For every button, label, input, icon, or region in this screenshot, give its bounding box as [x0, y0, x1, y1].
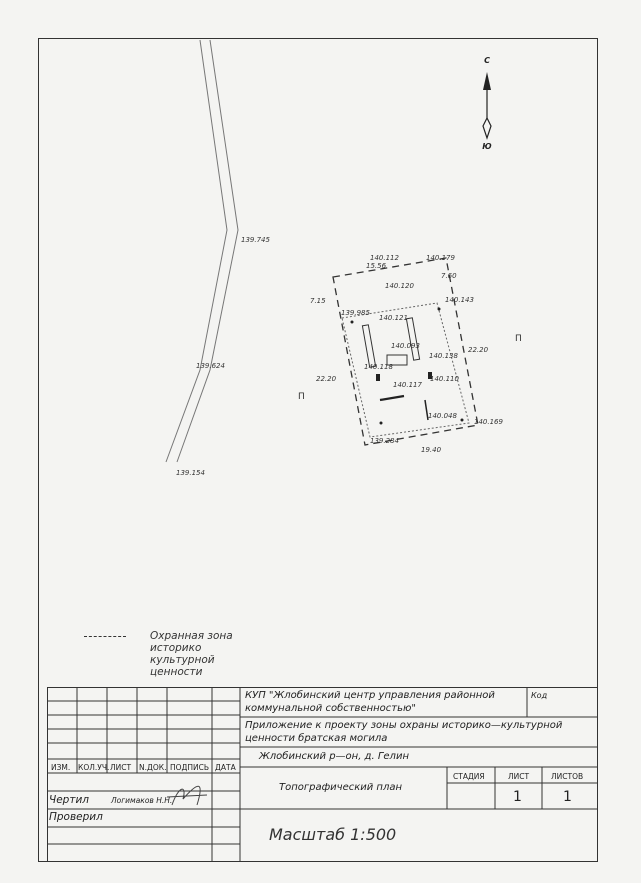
column-header: ДАТА: [215, 763, 236, 772]
elevation-label: 139.624: [196, 362, 225, 370]
title-block: [47, 687, 598, 862]
legend-text: Охранная зона историко культурной ценности: [150, 630, 233, 678]
column-header: N.ДОК.: [139, 763, 167, 772]
dimension-label: 15.56: [366, 262, 387, 270]
elevation-label: 139.985: [341, 309, 370, 317]
stage-header: СТАДИЯ: [453, 772, 485, 781]
drawing-title: Топографический план: [279, 782, 403, 793]
sheet-header: ЛИСТ: [508, 772, 530, 781]
bench: [380, 396, 404, 400]
elevation-label: 140.112: [370, 254, 399, 262]
dimension-label: 22.20: [468, 346, 489, 354]
elevation-label: 140.110: [430, 375, 459, 383]
tree-4: [461, 419, 464, 422]
south-label: Ю: [482, 142, 492, 151]
column-header: ЛИСТ: [110, 763, 132, 772]
signature: [167, 786, 207, 805]
drew-name: Логимаков Н.Н.: [111, 796, 173, 805]
elevation-label: 140.138: [429, 352, 458, 360]
code-label: Код: [531, 691, 548, 700]
drew-label: Чертил: [49, 794, 89, 806]
scale: Масштаб 1:500: [269, 825, 397, 844]
organization-name: КУП "Жлобинский центр управления районной коммунальной собственностью": [245, 690, 495, 714]
road-edge-right: [177, 40, 238, 462]
sheet-number: 1: [513, 789, 522, 805]
marker-left: [376, 374, 380, 381]
project-title: Приложение к проекту зоны охраны историко—культурной ценности братская могила: [245, 720, 563, 744]
column-header: ПОДПИСЬ: [170, 763, 210, 772]
elevation-label: 140.121: [379, 314, 408, 322]
elevation-label: 140.179: [426, 254, 455, 262]
dimension-label: 19.40: [421, 446, 442, 454]
elevation-label: 139.154: [176, 469, 205, 477]
dimension-label: 7.60: [441, 272, 457, 280]
north-label: С: [484, 56, 490, 65]
elevation-label: 140.169: [474, 418, 503, 426]
elevation-label: 139.284: [370, 437, 399, 445]
dimension-label: 7.15: [310, 297, 326, 305]
tree-1: [351, 321, 354, 324]
dimension-label: 22.20: [316, 375, 337, 383]
tree-2: [438, 308, 441, 311]
column-header: КОЛ.УЧ.: [78, 763, 110, 772]
elevation-label: 140.048: [428, 412, 457, 420]
elevation-label: 140.118: [364, 363, 393, 371]
road-edge-left: [166, 40, 227, 462]
sheets-header: ЛИСТОВ: [551, 772, 584, 781]
column-header: ИЗМ.: [51, 763, 71, 772]
legend-line-symbol: [84, 636, 126, 637]
grave-slab-left: [362, 325, 375, 367]
land-use-letter: П: [515, 334, 522, 344]
elevation-label: 140.143: [445, 296, 474, 304]
elevation-label: 140.093: [391, 342, 420, 350]
location: Жлобинский р—он, д. Гелин: [259, 751, 409, 762]
elevation-label: 140.117: [393, 381, 422, 389]
land-use-letter: П: [298, 392, 305, 402]
elevation-label: 139.745: [241, 236, 270, 244]
grave-slab-right: [406, 318, 419, 360]
sheets-count: 1: [563, 789, 572, 805]
north-arrow-icon: [483, 72, 491, 90]
tree-3: [380, 422, 383, 425]
checked-label: Проверил: [49, 811, 103, 823]
elevation-label: 140.120: [385, 282, 414, 290]
